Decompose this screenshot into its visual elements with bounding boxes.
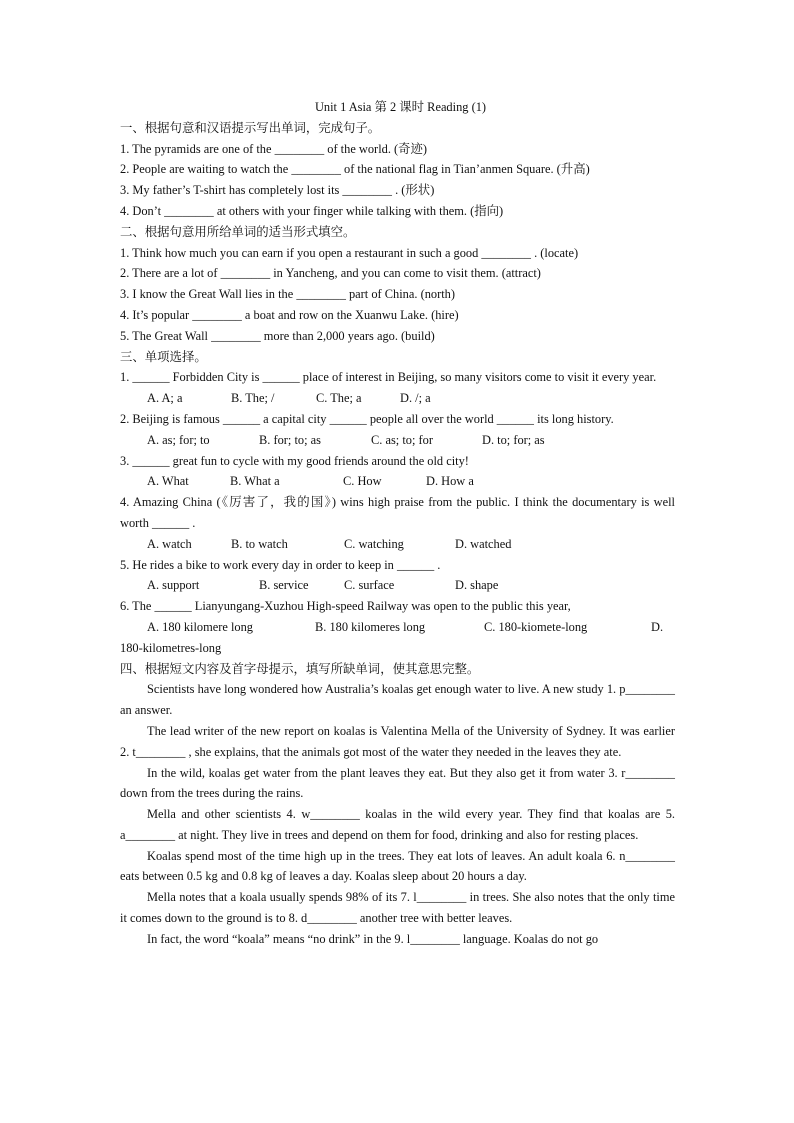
option: D. watched	[455, 536, 512, 551]
question-stem: 3. ______ great fun to cycle with my good friends around the old city!	[120, 453, 469, 468]
section-4-heading: 四、根据短文内容及首字母提示，填写所缺单词，使其意思完整。	[120, 661, 480, 676]
option: C. surface	[344, 578, 395, 593]
question-options	[120, 617, 675, 638]
passage-paragraph: Scientists have long wondered how Australia’s koalas get enough water to live. A new study 1. p________ an answer.	[120, 682, 675, 718]
question-options	[120, 388, 675, 409]
passage-paragraph: The lead writer of the new report on koalas is Valentina Mella of the University of Sydney. It was earlier 2. t________ , she explains, that the animals got most of the water they needed in the leaves they ate.	[120, 723, 675, 759]
section-2-item: 5. The Great Wall ________ more than 2,000 years ago. (build)	[120, 328, 435, 343]
section-1-heading: 一、根据句意和汉语提示写出单词，完成句子。	[120, 120, 381, 135]
option: A. as; for; to	[147, 432, 210, 447]
option: D. shape	[455, 578, 499, 593]
question-options	[120, 430, 675, 451]
section-2-heading: 二、根据句意用所给单词的适当形式填空。	[120, 224, 356, 239]
question-options	[120, 471, 675, 492]
section-3-heading: 三、单项选择。	[120, 349, 207, 364]
passage-paragraph: Mella notes that a koala usually spends 98% of its 7. l________ in trees. She also notes that the only time it comes down to the ground is to 8. d________ another tree with better leaves.	[120, 890, 675, 926]
question-options	[120, 534, 675, 555]
option: C. How	[343, 474, 382, 489]
option: D. /; a	[400, 391, 431, 406]
option: B. 180 kilomeres long	[315, 619, 426, 634]
section-1-item: 1. The pyramids are one of the ________ of the world. (奇迹)	[120, 141, 428, 156]
question-options	[120, 575, 675, 596]
option: A. 180 kilomere long	[147, 619, 253, 634]
section-1-item: 3. My father’s T-shirt has completely lost its ________ . (形状)	[120, 183, 435, 198]
option: B. to watch	[231, 536, 288, 551]
option-continuation: 180-kilometres-long	[120, 640, 222, 655]
option: C. watching	[344, 536, 404, 551]
passage-paragraph: In fact, the word “koala” means “no drink” in the 9. l________ language. Koalas do not go	[147, 931, 599, 946]
option: D.	[651, 619, 664, 634]
passage-paragraph: Koalas spend most of the time high up in the trees. They eat lots of leaves. An adult koala 6. n________ eats between 0.5 kg and 0.8 kg of leaves a day. Koalas sleep about 20 hours a day.	[120, 848, 675, 884]
option: D. How a	[426, 474, 474, 489]
section-3	[120, 347, 675, 659]
option: B. What a	[230, 474, 280, 489]
option: C. as; to; for	[371, 432, 433, 447]
option: B. The; /	[231, 391, 275, 406]
question-stem: 6. The ______ Lianyungang-Xuzhou High-speed Railway was open to the public this year,	[120, 599, 571, 614]
section-2-item: 1. Think how much you can earn if you open a restaurant in such a good ________ . (locate)	[120, 245, 579, 260]
option: D. to; for; as	[482, 432, 545, 447]
section-4	[120, 659, 675, 950]
question-stem: 2. Beijing is famous ______ a capital city ______ people all over the world ______ its long history.	[120, 411, 614, 426]
page-title: Unit 1 Asia 第 2 课时 Reading (1)	[314, 100, 487, 114]
section-1	[120, 118, 675, 222]
passage-paragraph: Mella and other scientists 4. w________ koalas in the wild every year. They find that koalas are 5. a________ at night. They live in trees and depend on them for food, drinking and also for resting places.	[120, 807, 675, 842]
option: C. The; a	[316, 391, 362, 406]
option: B. for; to; as	[259, 432, 321, 447]
worksheet-page	[120, 97, 675, 950]
option: A. support	[147, 578, 200, 593]
option: A. What	[147, 474, 189, 489]
passage-paragraph: In the wild, koalas get water from the plant leaves they eat. But they also get it from water 3. r________ down from the trees during the rains.	[120, 765, 675, 801]
question-stem: 4. Amazing China (《厉害了，我的国》) wins high praise from the public. I think the documentary is well worth ______ .	[120, 495, 675, 530]
section-2-item: 2. There are a lot of ________ in Yancheng, and you can come to visit them. (attract)	[120, 266, 541, 281]
question-stem: 5. He rides a bike to work every day in order to keep in ______ .	[120, 557, 441, 572]
question-stem: 1. ______ Forbidden City is ______ place of interest in Beijing, so many visitors come to visit it every year.	[120, 370, 657, 385]
option: B. service	[259, 578, 309, 593]
section-2	[120, 222, 675, 347]
option: C. 180-kiomete-long	[484, 619, 588, 634]
section-1-item: 4. Don’t ________ at others with your finger while talking with them. (指向)	[120, 203, 504, 218]
option: A. A; a	[147, 391, 183, 406]
section-2-item: 4. It’s popular ________ a boat and row on the Xuanwu Lake. (hire)	[120, 307, 459, 322]
option: A. watch	[147, 536, 192, 551]
section-2-item: 3. I know the Great Wall lies in the ________ part of China. (north)	[120, 287, 455, 302]
section-1-item: 2. People are waiting to watch the ________ of the national flag in Tian’anmen Square. (升高)	[120, 162, 590, 177]
